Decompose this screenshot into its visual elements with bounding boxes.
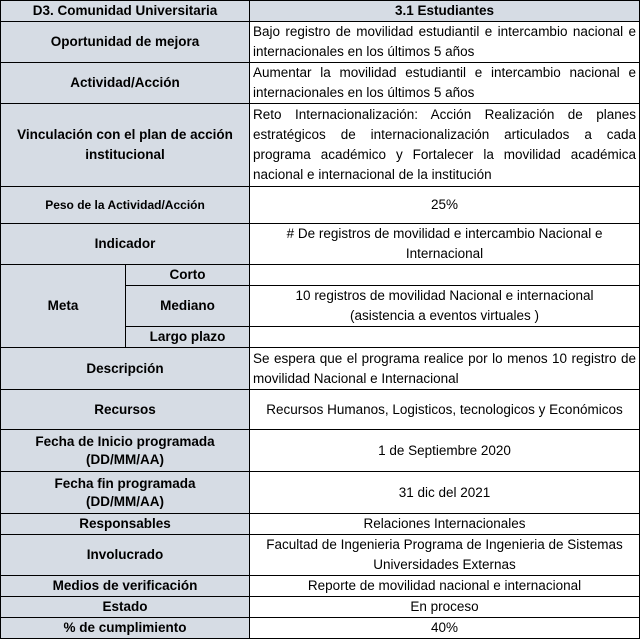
fecha-inicio-label: [1, 430, 250, 472]
involucrado-value: [250, 535, 640, 576]
meta-mediano-line1: 10 registros de movilidad Nacional e internacional: [295, 288, 594, 303]
table-row: [1, 597, 640, 618]
table-row: [1, 265, 640, 286]
descripcion-value: Se espera que el programa realice por lo menos 10 registro de movilidad Nacional e Internacional: [250, 348, 640, 390]
table-row: [1, 348, 640, 390]
table-row: [1, 535, 640, 576]
involucrado-label: Involucrado: [1, 535, 250, 576]
table-row: [1, 187, 640, 224]
cumplimiento-label: % de cumplimiento: [1, 618, 250, 639]
medios-value: Reporte de movilidad nacional e internacional: [250, 576, 640, 597]
vinculacion-label: Vinculación con el plan de acción institucional: [1, 104, 250, 187]
meta-corto-label: Corto: [126, 265, 250, 286]
medios-label: Medios de verificación: [1, 576, 250, 597]
meta-largo-label: Largo plazo: [126, 327, 250, 348]
table-row: [1, 63, 640, 104]
vinculacion-value: Reto Internacionalización: Acción Realización de planes estratégicos de internacionalización articulados a cada programa académico y Fortalecer la movilidad académica nacional e internacional de la institución: [250, 104, 640, 187]
table-row: [1, 224, 640, 265]
indicador-label: Indicador: [1, 224, 250, 265]
fecha-fin-value: 31 dic del 2021: [250, 472, 640, 514]
descripcion-label: Descripción: [1, 348, 250, 390]
responsables-value: Relaciones Internacionales: [250, 514, 640, 535]
cumplimiento-value: 40%: [250, 618, 640, 639]
fecha-fin-label-line2: (DD/MM/AA): [86, 493, 164, 509]
recursos-label: Recursos: [1, 390, 250, 430]
involucrado-line2: Universidades Externas: [373, 557, 516, 572]
dimension-header: D3. Comunidad Universitaria: [1, 1, 250, 22]
actividad-value: Aumentar la movilidad estudiantil e intercambio nacional e internacionales en los últimos 5 años: [250, 63, 640, 104]
fecha-fin-label: [1, 472, 250, 514]
header-row: [1, 1, 640, 22]
peso-value: 25%: [250, 187, 640, 224]
estado-label: Estado: [1, 597, 250, 618]
table-row: [1, 104, 640, 187]
involucrado-line1: Facultad de Ingenieria Programa de Ingenieria de Sistemas: [266, 537, 623, 552]
factor-header: 3.1 Estudiantes: [250, 1, 640, 22]
meta-corto-value: [250, 265, 640, 286]
oportunidad-label: Oportunidad de mejora: [1, 22, 250, 63]
table-row: [1, 472, 640, 514]
fecha-inicio-label-line1: Fecha de Inicio programada: [35, 433, 215, 449]
table-row: [1, 22, 640, 63]
estado-value: En proceso: [250, 597, 640, 618]
meta-mediano-line2: (asistencia a eventos virtuales ): [349, 308, 540, 323]
table-row: [1, 576, 640, 597]
oportunidad-value: Bajo registro de movilidad estudiantil e intercambio nacional e internacionales en los últimos 5 años: [250, 22, 640, 63]
fecha-inicio-value: 1 de Septiembre 2020: [250, 430, 640, 472]
responsables-label: Responsables: [1, 514, 250, 535]
table-row: [1, 390, 640, 430]
table-row: [1, 514, 640, 535]
actividad-label: Actividad/Acción: [1, 63, 250, 104]
meta-mediano-label: Mediano: [126, 286, 250, 327]
peso-label: Peso de la Actividad/Acción: [1, 187, 250, 224]
indicador-value: # De registros de movilidad e intercambio Nacional e Internacional: [250, 224, 640, 265]
meta-label: Meta: [1, 265, 126, 348]
meta-largo-value: [250, 327, 640, 348]
fecha-inicio-label-line2: (DD/MM/AA): [86, 451, 164, 467]
meta-mediano-value: [250, 286, 640, 327]
table-row: [1, 430, 640, 472]
fecha-fin-label-line1: Fecha fin programada: [54, 475, 196, 491]
table-row: [1, 618, 640, 639]
recursos-value: Recursos Humanos, Logisticos, tecnologicos y Económicos: [250, 390, 640, 430]
